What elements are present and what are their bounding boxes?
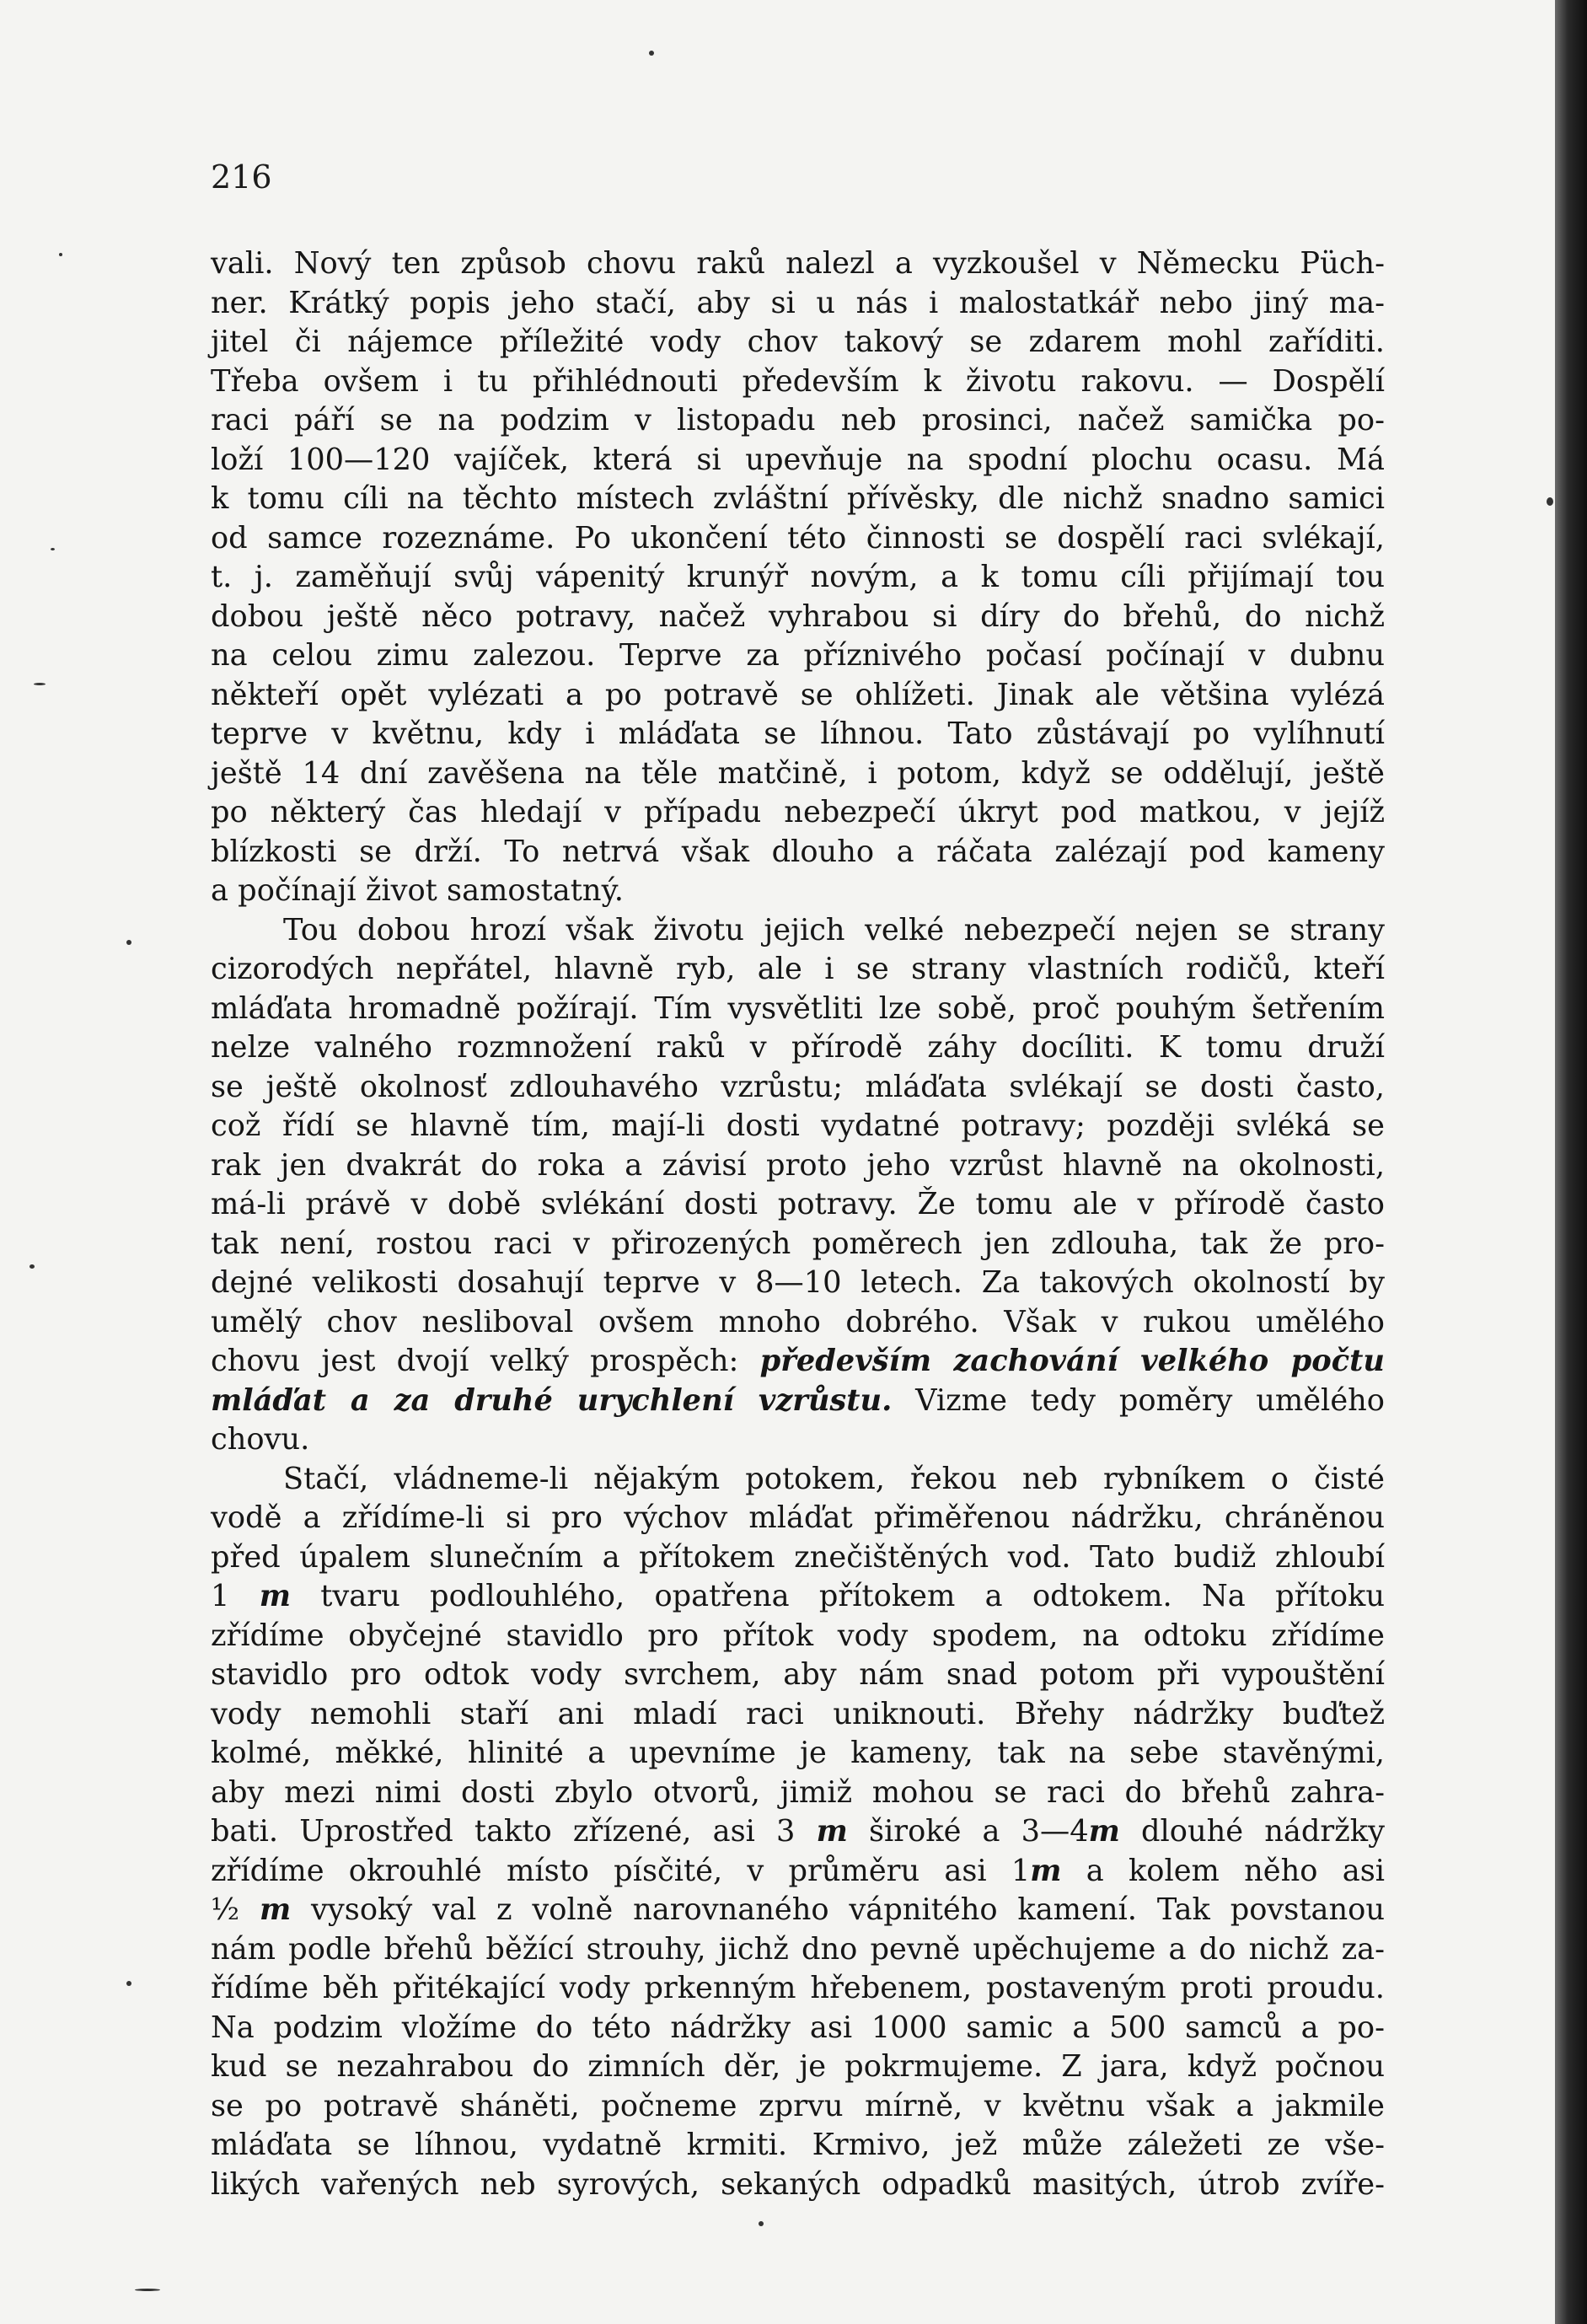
scan-speck — [1547, 497, 1553, 506]
emphasis-text: mláďat — [211, 1382, 327, 1418]
scan-speck — [135, 2289, 160, 2291]
text-line: t. j. zaměňují svůj vápenitý krunýř novým, a k tomu cíli přijímají tou — [211, 560, 1385, 594]
text-line: umělý chov nesliboval ovšem mnoho dobrého. Však v rukou umělého — [211, 1304, 1385, 1339]
text-line: zřídíme okrouhlé místo písčité, v průměru asi 1m a kolem něho asi — [211, 1853, 1385, 1888]
scan-speck — [126, 940, 131, 945]
unit-m: m — [816, 1814, 848, 1849]
text-line: vody nemohli staří ani mladí raci uniknouti. Břehy nádržky buďtež — [211, 1696, 1385, 1731]
text-line: blízkosti se drží. To netrvá však dlouho a ráčata zalézají pod kameny — [211, 834, 1385, 869]
text-line: jitel či nájemce příležité vody chov takový se zdarem mohl zaříditi. — [211, 325, 1385, 359]
emphasis-text: za druhé urychlení vzrůstu. — [394, 1382, 893, 1418]
text-line: dobou ještě něco potravy, načež vyhrabou si díry do břehů, do nichž — [211, 598, 1385, 634]
text-line: chovu. — [211, 1422, 310, 1457]
text-line: nám podle břehů běžící strouhy, jichž dno pevně upěchujeme a do nichž za- — [211, 1931, 1385, 1967]
scan-speck — [51, 548, 55, 550]
unit-m: m — [259, 1892, 292, 1927]
text-line: ner. Krátký popis jeho stačí, aby si u nás i malostatkář nebo jiný ma- — [211, 285, 1385, 320]
body-text — [211, 244, 1385, 2204]
page-number: 216 — [211, 158, 272, 196]
text-line: ještě 14 dní zavěšena na těle matčině, i potom, když se oddělují, ještě — [211, 755, 1385, 791]
scan-speck — [34, 683, 46, 685]
text-line: od samce rozeznáme. Po ukončení této činnosti se dospělí raci svlékají, — [211, 520, 1385, 556]
text-line: řídíme běh přitékající vody prkenným hřebenem, postaveným proti proudu. — [211, 1971, 1385, 2005]
text-line: se po potravě sháněti, počneme zprvu mírně, v květnu však a jakmile — [211, 2088, 1385, 2123]
text-line-with-emphasis: mláďat a za druhé urychlení vzrůstu. Vizme tedy poměry umělého — [211, 1382, 1385, 1418]
text-line: vali. Nový ten způsob chovu raků nalezl a vyzkoušel v Německu Püch- — [211, 246, 1385, 281]
paragraph-2 — [211, 911, 1385, 1460]
paragraph-1 — [211, 244, 1385, 911]
scan-speck — [759, 2221, 764, 2226]
unit-m: m — [1088, 1814, 1120, 1849]
text-line: a počínají život samostatný. — [211, 873, 624, 908]
text-line: Tou dobou hrozí však životu jejich velké nebezpečí nejen se strany — [283, 912, 1385, 947]
text-line: bati. Uprostřed takto zřízené, asi 3 m široké a 3—4m dlouhé nádržky — [211, 1814, 1385, 1849]
text-line: má-li právě v době svlékání dosti potravy. Že tomu ale v přírodě často — [211, 1187, 1385, 1221]
text-line-with-emphasis: chovu jest dvojí velký prospěch: především zachování velkého počtu — [211, 1344, 1385, 1378]
scan-edge-shadow — [1555, 0, 1587, 2324]
text-line: teprve v květnu, kdy i mláďata se líhnou. Tato zůstávají po vylíhnutí — [211, 717, 1385, 751]
text-line: k tomu cíli na těchto místech zvláštní přívěsky, dle nichž snadno samici — [211, 481, 1385, 516]
text-line: likých vařených neb syrových, sekaných odpadků masitých, útrob zvíře- — [211, 2166, 1385, 2202]
text-line: stavidlo pro odtok vody svrchem, aby nám snad potom při vypouštění — [211, 1657, 1385, 1692]
text-line: po některý čas hledají v případu nebezpečí úkryt pod matkou, v jejíž — [211, 795, 1385, 829]
paragraph-3 — [211, 1460, 1385, 2205]
text-line: někteří opět vylézati a po potravě se ohlížeti. Jinak ale většina vylézá — [211, 677, 1385, 712]
scan-speck — [649, 51, 654, 56]
text-line: kud se nezahrabou do zimních děr, je pokrmujeme. Z jara, když počnou — [211, 2049, 1385, 2084]
text-line: před úpalem slunečním a přítokem znečištěných vod. Tato budiž zhloubí — [211, 1539, 1385, 1575]
text-line: rak jen dvakrát do roka a závisí proto jeho vzrůst hlavně na okolnosti, — [211, 1147, 1385, 1183]
text-line: Třeba ovšem i tu přihlédnouti především k životu rakovu. — Dospělí — [211, 363, 1385, 399]
text-line: vodě a zřídíme-li si pro výchov mláďat přiměřenou nádržku, chráněnou — [211, 1500, 1385, 1535]
text-line: mláďata hromadně požírají. Tím vysvětliti lze sobě, proč pouhým šetřením — [211, 990, 1385, 1026]
text-line: kolmé, měkké, hlinité a upevníme je kameny, tak na sebe stavěnými, — [211, 1736, 1385, 1770]
text-line: což řídí se hlavně tím, mají-li dosti vydatné potravy; později svléká se — [211, 1108, 1385, 1143]
text-line: loží 100—120 vajíček, která si upevňuje na spodní plochu ocasu. Má — [211, 442, 1385, 477]
emphasis-text: především zachování velkého počtu — [759, 1344, 1385, 1378]
unit-m: m — [1030, 1853, 1062, 1888]
text-line: na celou zimu zalezou. Teprve za příznivého počasí počínají v dubnu — [211, 638, 1385, 673]
unit-m: m — [259, 1579, 291, 1613]
text-line: raci páří se na podzim v listopadu neb prosinci, načež samička po- — [211, 403, 1385, 437]
text-line: Stačí, vládneme-li nějakým potokem, řekou neb rybníkem o čisté — [283, 1461, 1385, 1496]
text-line: Na podzim vložíme do této nádržky asi 1000 samic a 500 samců a po- — [211, 2010, 1385, 2045]
text-line: dejné velikosti dosahují teprve v 8—10 letech. Za takových okolností by — [211, 1265, 1385, 1300]
text-line: ½ m vysoký val z volně narovnaného vápnitého kamení. Tak povstanou — [211, 1892, 1385, 1927]
scan-speck — [29, 1264, 35, 1269]
text-line: aby mezi nimi dosti zbylo otvorů, jimiž mohou se raci do břehů zahra- — [211, 1774, 1385, 1810]
text-line: tak není, rostou raci v přirozených poměrech jen zdlouha, tak že pro- — [211, 1226, 1385, 1261]
text-line: 1 m tvaru podlouhlého, opatřena přítokem a odtokem. Na přítoku — [211, 1579, 1385, 1613]
text-line: se ještě okolnosť zdlouhavého vzrůstu; mláďata svlékají se dosti často, — [211, 1069, 1385, 1104]
text-line: zřídíme obyčejné stavidlo pro přítok vody spodem, na odtoku zřídíme — [211, 1618, 1385, 1653]
text-line: cizorodých nepřátel, hlavně ryb, ale i se strany vlastních rodičů, kteří — [211, 952, 1385, 986]
text-line: mláďata se líhnou, vydatně krmiti. Krmivo, jež může záležeti ze vše- — [211, 2128, 1385, 2162]
scan-speck — [126, 1981, 131, 1986]
text-line: nelze valného rozmnožení raků v přírodě záhy docíliti. K tomu druží — [211, 1030, 1385, 1065]
scan-speck — [59, 253, 62, 256]
